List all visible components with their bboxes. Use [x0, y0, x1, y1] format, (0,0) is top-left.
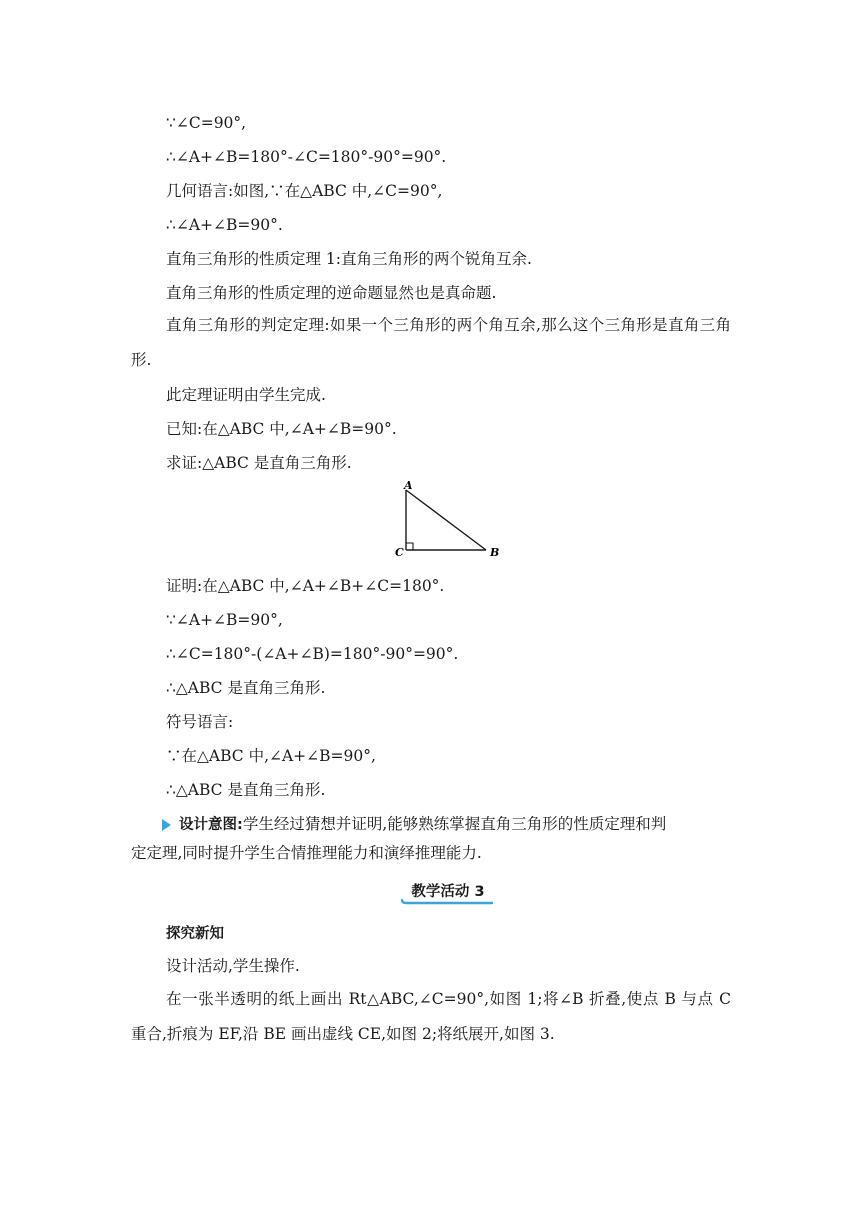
design-intent-text-cont: 定定理,同时提升学生合情推理能力和演绎推理能力. [131, 844, 482, 862]
activity-banner-label: 教学活动 3 [411, 884, 485, 900]
activity-banner [400, 878, 496, 906]
play-triangle-icon [162, 819, 171, 831]
text-line: 几何语言:如图,∵在△ABC 中,∠C=90°, [166, 182, 443, 200]
design-intent-label: 设计意图: [179, 817, 243, 833]
right-angle-mark [406, 543, 413, 550]
text-line: 求证:△ABC 是直角三角形. [166, 454, 352, 472]
design-intent [162, 807, 734, 843]
proof-line: ∴△ABC 是直角三角形. [166, 679, 326, 697]
vertex-c-label: C [395, 546, 404, 559]
proof-line: ∵∠A+∠B=90°, [166, 611, 283, 629]
activity-paragraph: 在一张半透明的纸上画出 Rt△ABC,∠C=90°,如图 1;将∠B 折叠,使点 B 与点 C 重合,折痕为 EF,沿 BE 画出虚线 CE,如图 2;将纸展开,如图 3. [131, 990, 731, 1043]
text-line: 此定理证明由学生完成. [166, 386, 326, 404]
side-ab [406, 490, 486, 550]
text-line: 设计活动,学生操作. [166, 957, 300, 975]
vertex-b-label: B [490, 546, 500, 559]
proof-line: 证明:在△ABC 中,∠A+∠B+∠C=180°. [166, 577, 445, 595]
proof-line: ∴∠C=180°-(∠A+∠B)=180°-90°=90°. [166, 645, 459, 663]
proof-line: ∵在△ABC 中,∠A+∠B=90°, [166, 747, 376, 765]
text-line: ∵∠C=90°, [166, 114, 247, 132]
theorem-paragraph: 直角三角形的判定定理:如果一个三角形的两个角互余,那么这个三角形是直角三角形. [131, 316, 731, 369]
text-line: ∴∠A+∠B=90°. [166, 216, 283, 234]
text-line: 直角三角形的性质定理 1:直角三角形的两个锐角互余. [166, 250, 532, 268]
right-triangle-figure [390, 480, 510, 560]
text-line: 直角三角形的性质定理的逆命题显然也是真命题. [166, 284, 497, 302]
vertex-a-label: A [404, 480, 413, 492]
text-line: 已知:在△ABC 中,∠A+∠B=90°. [166, 420, 397, 438]
proof-line: 符号语言: [166, 713, 234, 731]
design-intent-text: 学生经过猜想并证明,能够熟练掌握直角三角形的性质定理和判 [242, 815, 667, 833]
section-title: 探究新知 [166, 926, 224, 942]
text-line: ∴∠A+∠B=180°-∠C=180°-90°=90°. [166, 148, 447, 166]
proof-line: ∴△ABC 是直角三角形. [166, 781, 326, 799]
